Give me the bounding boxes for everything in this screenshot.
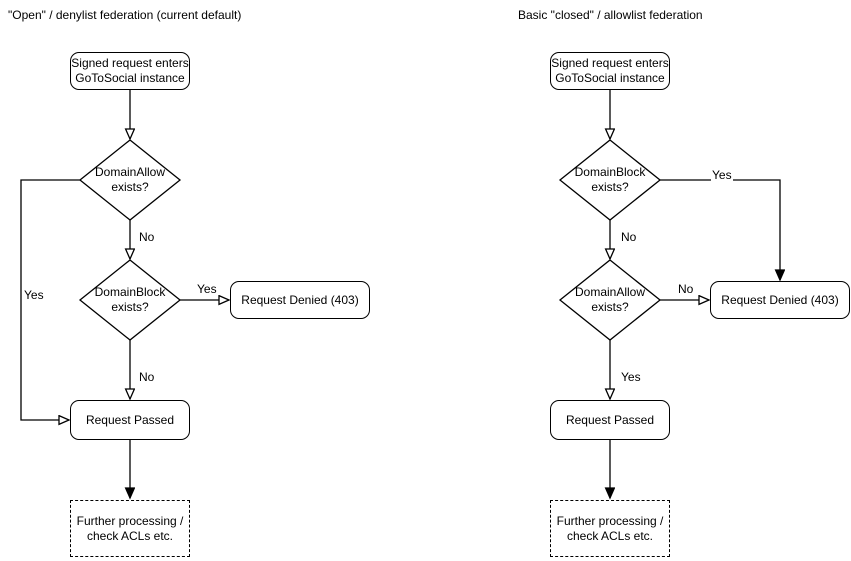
right-decision1-label-line1: DomainBlock xyxy=(574,165,646,179)
right-label-decision2-yes: Yes xyxy=(621,370,641,384)
left-decision1-label-line2: exists? xyxy=(111,180,149,194)
left-further-node xyxy=(70,500,190,557)
right-passed-node xyxy=(550,400,670,440)
left-start-label-line1: Signed request enters xyxy=(71,56,189,70)
right-denied-label: Request Denied (403) xyxy=(721,292,839,307)
left-denied-node xyxy=(230,281,370,319)
right-passed-label: Request Passed xyxy=(565,412,655,427)
left-start-label-line2: GoToSocial instance xyxy=(75,71,185,85)
left-start-node xyxy=(70,52,190,90)
left-further-label-line2: check ACLs etc. xyxy=(86,528,174,543)
right-decision1-label-line2: exists? xyxy=(591,180,629,194)
left-label-decision1-yes: Yes xyxy=(24,288,44,302)
left-decision1-label-line1: DomainAllow xyxy=(94,165,166,179)
right-chart-title: Basic "closed" / allowlist federation xyxy=(518,8,703,22)
right-further-label-line2: check ACLs etc. xyxy=(566,528,654,543)
left-passed-label: Request Passed xyxy=(85,412,175,427)
right-start-label-line1: Signed request enters xyxy=(551,56,669,70)
right-further-node xyxy=(550,500,670,557)
left-label-decision1-no: No xyxy=(139,230,155,244)
left-denied-label: Request Denied (403) xyxy=(241,292,359,307)
right-decision2-label xyxy=(560,280,660,320)
left-further-label-line1: Further processing / xyxy=(76,513,184,528)
right-edge-decision1-yes-to-denied xyxy=(660,180,780,280)
right-label-decision1-no: No xyxy=(621,230,637,244)
right-label-decision2-no: No xyxy=(678,282,694,296)
right-denied-node xyxy=(710,281,850,319)
right-label-decision1-yes: Yes xyxy=(712,168,732,182)
right-further-label-line1: Further processing / xyxy=(556,513,664,528)
right-decision2-label-line2: exists? xyxy=(591,300,629,314)
left-decision2-label-line1: DomainBlock xyxy=(94,285,166,299)
left-decision2-label xyxy=(80,280,180,320)
right-decision1-label xyxy=(560,160,660,200)
right-start-label-line2: GoToSocial instance xyxy=(555,71,665,85)
left-decision1-label xyxy=(80,160,180,200)
left-chart-title: "Open" / denylist federation (current default) xyxy=(8,8,242,22)
left-label-decision2-no: No xyxy=(139,370,155,384)
left-decision2-label-line2: exists? xyxy=(111,300,149,314)
left-label-decision2-yes: Yes xyxy=(197,282,217,296)
left-passed-node xyxy=(70,400,190,440)
right-start-node xyxy=(550,52,670,90)
right-decision2-label-line1: DomainAllow xyxy=(574,285,646,299)
